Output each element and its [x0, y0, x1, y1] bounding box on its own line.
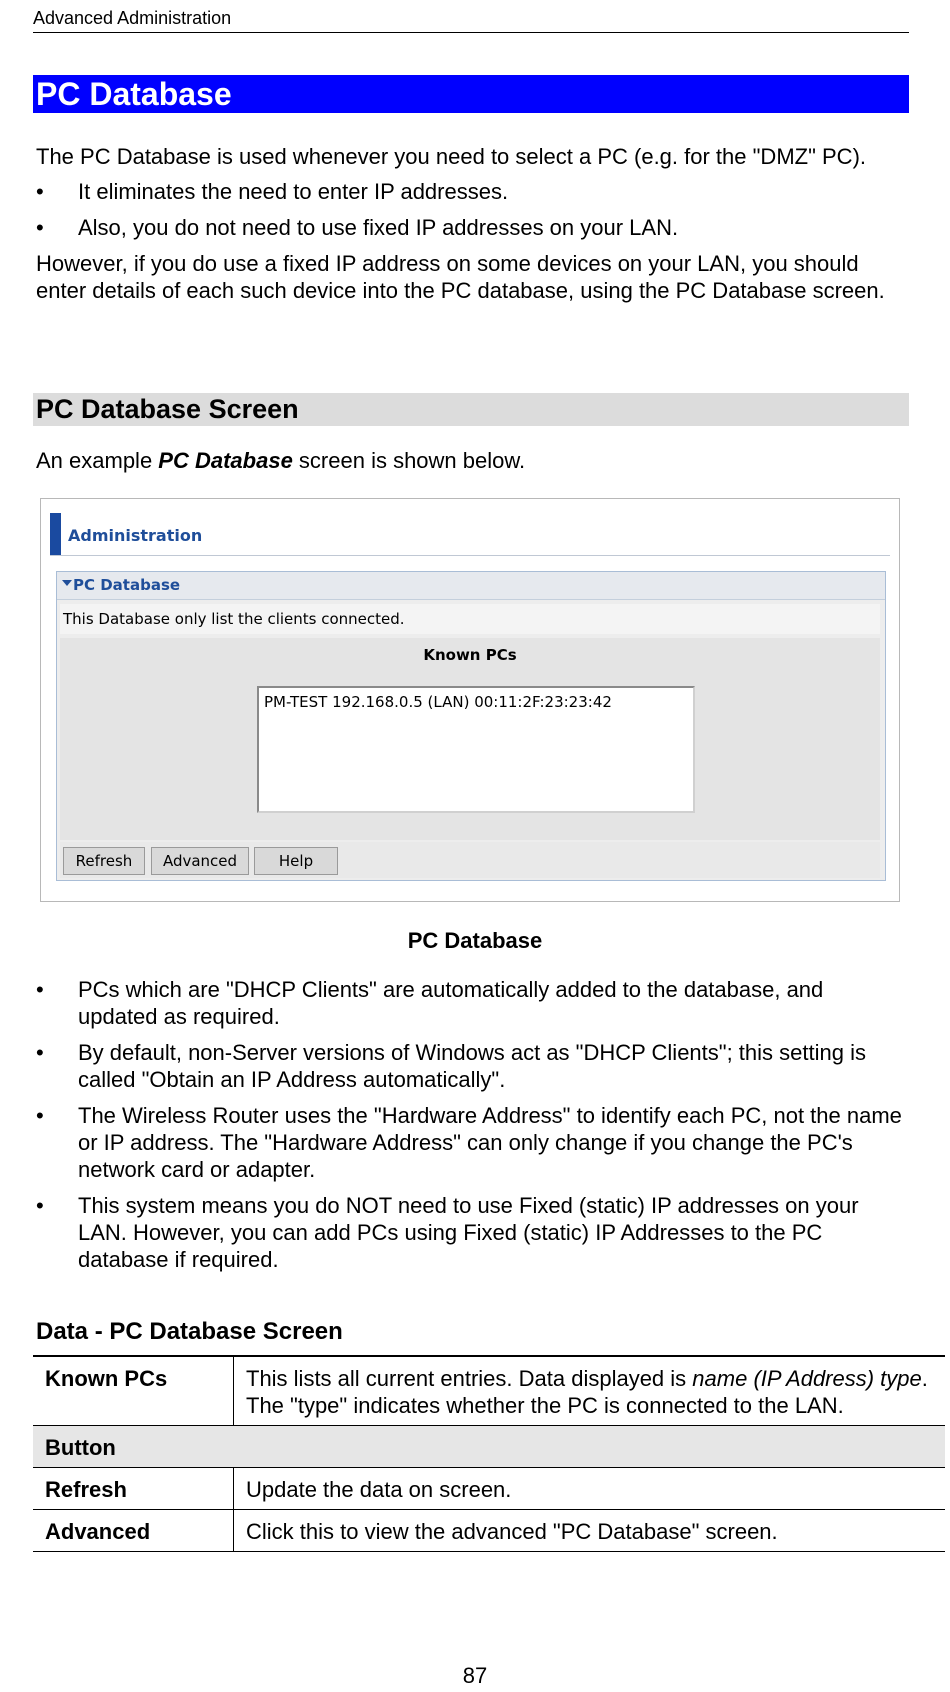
row-description: Click this to view the advanced "PC Database" screen.: [234, 1510, 946, 1552]
desc-italic: name (IP Address) type: [692, 1366, 922, 1391]
notes-bullets: [36, 976, 906, 1282]
page-title: PC Database: [33, 75, 909, 113]
button-row: [60, 842, 880, 878]
desc-text: This lists all current entries. Data displayed is: [246, 1366, 693, 1391]
page-number: 87: [462, 1663, 488, 1688]
intro-bullets: [36, 178, 896, 241]
list-item: • The Wireless Router uses the "Hardware Address" to identify each PC, not the name or IP address. The "Hardware Address" can only change if you change the PC's network card or adapter.: [36, 1102, 906, 1183]
intro-paragraph: The PC Database is used whenever you need to select a PC (e.g. for the "DMZ" PC).: [36, 144, 867, 169]
known-pcs-area: [60, 638, 880, 840]
row-description: [234, 1356, 946, 1426]
list-item: • Also, you do not need to use fixed IP addresses on your LAN.: [36, 214, 896, 241]
row-description: Update the data on screen.: [234, 1468, 946, 1510]
intro-paragraph-2: However, if you do use a fixed IP address on some devices on your LAN, you should enter details of each such device into the PC database, using the PC Database screen.: [36, 251, 885, 303]
example-suffix: screen is shown below.: [292, 448, 526, 473]
row-label: Advanced: [33, 1510, 234, 1552]
list-item: • It eliminates the need to enter IP addresses.: [36, 178, 896, 205]
header-accent-bar: [50, 513, 61, 555]
administration-header: [50, 507, 890, 556]
known-pcs-listbox[interactable]: [257, 686, 695, 813]
panel-title: PC Database: [73, 576, 181, 594]
intro-section: [36, 143, 896, 304]
data-table-heading: Data - PC Database Screen: [36, 1318, 343, 1345]
help-button[interactable]: Help: [254, 847, 338, 875]
row-label: Known PCs: [33, 1356, 234, 1426]
table-row: [33, 1510, 945, 1552]
row-label: Refresh: [33, 1468, 234, 1510]
panel-title-bar[interactable]: [57, 572, 885, 600]
known-pcs-label: Known PCs: [423, 646, 517, 664]
administration-title: Administration: [68, 526, 203, 545]
example-sentence: [36, 448, 525, 474]
data-table: [33, 1355, 945, 1552]
list-item: • PCs which are "DHCP Clients" are automatically added to the database, and updated as required.: [36, 976, 906, 1030]
example-emphasis: PC Database: [158, 448, 293, 473]
pc-database-screenshot: [40, 498, 900, 902]
caret-down-icon: [62, 580, 72, 586]
running-header: Advanced Administration: [33, 8, 909, 33]
figure-caption: PC Database: [407, 928, 543, 953]
table-group-row: [33, 1426, 945, 1468]
list-item: • This system means you do NOT need to use Fixed (static) IP addresses on your LAN. However, you can add PCs using Fixed (static) IP Addresses to the PC database if required.: [36, 1192, 906, 1273]
pc-database-panel: [56, 571, 886, 881]
list-item[interactable]: PM-TEST 192.168.0.5 (LAN) 00:11:2F:23:23:42: [264, 693, 612, 711]
example-prefix: An example: [36, 448, 159, 473]
group-label: Button: [33, 1426, 945, 1468]
panel-note: This Database only list the clients connected.: [60, 604, 880, 634]
list-item: • By default, non-Server versions of Windows act as "DHCP Clients"; this setting is called "Obtain an IP Address automatically".: [36, 1039, 906, 1093]
advanced-button[interactable]: Advanced: [151, 847, 249, 875]
table-row: [33, 1356, 945, 1426]
desc-text: . The "type" indicates whether the PC is connected to the LAN.: [246, 1366, 928, 1418]
table-row: [33, 1468, 945, 1510]
refresh-button[interactable]: Refresh: [63, 847, 145, 875]
section-heading: PC Database Screen: [33, 393, 909, 426]
